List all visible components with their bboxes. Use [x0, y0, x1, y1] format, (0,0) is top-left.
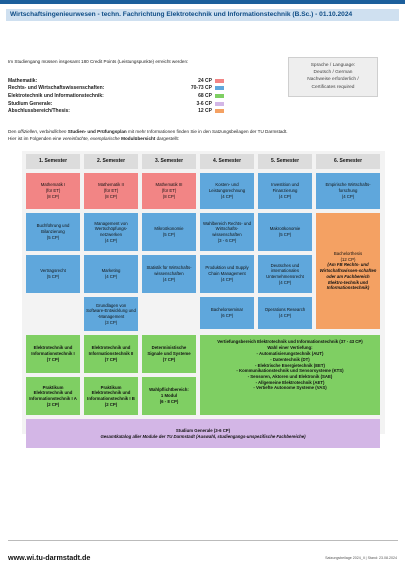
module-cp: (2 CP) — [104, 401, 118, 407]
module-cp: (8 CP) — [162, 193, 176, 199]
module-makro — [258, 213, 312, 251]
note-text: dargestellt: — [156, 136, 180, 142]
module-wahlbereich — [200, 213, 254, 251]
module-mikro — [142, 213, 196, 251]
color-swatch — [215, 94, 224, 98]
module-buchfuehrung — [26, 213, 80, 251]
credit-summary — [8, 77, 224, 115]
credit-value: 3-6 CP — [196, 100, 212, 107]
module-cp: (4 CP) — [341, 193, 355, 199]
module-produktion — [200, 255, 254, 293]
module-cp: (4 CP) — [278, 313, 292, 318]
module-operations-research — [258, 297, 312, 329]
semester-header-1: 1. Semester — [26, 154, 80, 169]
module-sub: (für ET) — [161, 188, 177, 194]
semester-header-5: 5. Semester — [258, 154, 312, 169]
module-praktikum-1a — [26, 377, 80, 415]
module-title: Investition und Finanzierung — [271, 182, 299, 194]
module-title: Produktion und Supply Chain Management — [205, 265, 249, 277]
module-title: Grundlagen von Software-Entwicklung und -Management — [86, 302, 136, 319]
module-title: Makroökonomie — [269, 226, 301, 232]
module-sub: Wahl einer Vertiefung: — [267, 344, 313, 350]
module-cp: (4 CP) — [104, 274, 118, 279]
module-investition — [258, 173, 312, 209]
language-line: Sprache / Language: — [310, 63, 356, 68]
intro-text: Im Studiengang müssen insgesamt 180 Credit Points (Leistungspunkte) erreicht werden: — [8, 59, 189, 64]
note-text: Den — [8, 129, 17, 134]
vertiefung-item: - Sensoren, Aktoren und Elektronik (SAE) — [247, 374, 333, 380]
module-title: Mathematik III — [155, 182, 183, 188]
note-text: mit mehr Informationen finden Sie in den Satzungsbeilagen der TU Darmstadt. — [128, 129, 288, 134]
module-title: Mathematik II — [98, 182, 124, 188]
module-title: Management von Wertschöpfungs-netzwerken — [94, 220, 128, 237]
module-cp: (3 - 6 CP) — [217, 237, 237, 243]
module-title: Operations Research — [264, 307, 306, 313]
module-title: Mikroökonomie — [154, 226, 184, 232]
module-math-2 — [84, 173, 138, 209]
module-title: Deterministische Signale und Systeme — [147, 345, 191, 357]
module-title: Studium Generale (3-6 CP) — [175, 427, 231, 433]
module-title: Wahlpflichtbereich: — [149, 387, 189, 393]
module-title: Statistik für Wirtschafts-wissenschaften — [146, 265, 192, 277]
module-cp: (5 CP) — [278, 232, 292, 237]
vertiefung-item: - Datentechnik (DT) — [270, 357, 310, 363]
module-math-1 — [26, 173, 80, 209]
module-title: Vertiefungsbereich Elektrotechnik und Informationstechnik (37 - 43 CP) — [217, 339, 363, 344]
module-cp: (4 CP) — [278, 193, 292, 199]
page-title: Wirtschaftsingenieurwesen - techn. Fachrichtung Elektrotechnik und Informationstechnik (B.Sc.) - 01.10.2024 — [6, 9, 399, 21]
credit-row-math — [8, 77, 224, 85]
module-vertiefungsbereich — [200, 335, 380, 415]
info-note — [8, 128, 288, 142]
module-cp: (6 CP) — [220, 313, 234, 318]
vertiefung-item: - Allgemeine Elektrotechnik (AET) — [255, 379, 325, 385]
module-title: Empirische Wirtschafts-forschung — [325, 182, 371, 194]
module-sub: (für ET) — [103, 188, 119, 194]
credit-row-generale — [8, 100, 224, 108]
credit-label: Studium Generale: — [8, 100, 53, 107]
module-empirisch — [316, 173, 380, 209]
module-cp: (4 CP) — [220, 193, 234, 199]
module-sub: (für ET) — [45, 188, 61, 194]
module-wahlpflicht — [142, 377, 196, 415]
module-cp: (4 CP) — [278, 279, 292, 285]
module-title: Kosten- und Leistungsrechnung — [208, 182, 246, 194]
credit-row-electrical — [8, 92, 224, 100]
semester-header-4: 4. Semester — [200, 154, 254, 169]
credit-value: 24 CP — [198, 77, 212, 84]
module-et-1 — [26, 335, 80, 373]
module-title: Wahlbereich Rechts- und Wirtschafts-wissenschaften — [202, 220, 252, 237]
note-text: Hier ist im Folgenden eine — [8, 136, 62, 142]
color-swatch — [215, 109, 224, 113]
module-title: Deutsches und internationales Unternehmensrecht — [266, 262, 304, 279]
module-title: Elektrotechnik und Informationstechnik I — [31, 345, 75, 357]
module-sub: 1 Modul — [160, 393, 178, 399]
color-swatch — [215, 102, 224, 106]
module-title: Bachelorseminar — [210, 307, 244, 313]
module-statistik — [142, 255, 196, 293]
credit-value: 68 CP — [198, 92, 212, 99]
module-cp: (5 CP) — [46, 234, 60, 240]
module-cp: (6 - 8 CP) — [159, 398, 179, 404]
vertiefung-item: - Automatisierungstechnik (AUT) — [256, 351, 324, 357]
module-et-2 — [84, 335, 138, 373]
module-cp: (4 CP) — [220, 276, 234, 282]
module-management — [84, 213, 138, 251]
footer-url-link[interactable]: www.wi.tu-darmstadt.de — [8, 553, 91, 562]
module-title: Marketing — [101, 268, 121, 274]
vertiefung-item: - Vertiefte Autonome Systeme (VAS) — [253, 385, 327, 391]
credit-row-business — [8, 85, 224, 93]
credit-row-thesis — [8, 107, 224, 115]
language-box — [288, 57, 378, 97]
module-title: Bachelorthesis — [333, 251, 363, 257]
module-cp: (7 CP) — [46, 356, 60, 362]
module-cp: (8 CP) — [104, 193, 118, 199]
module-cp: (4 CP) — [162, 276, 176, 282]
semester-header-3: 3. Semester — [142, 154, 196, 169]
module-kosten — [200, 173, 254, 209]
credit-label: Rechts- und Wirtschaftswissenschaften: — [8, 85, 105, 92]
module-cp: (5 CP) — [46, 274, 60, 279]
module-sub: Gesamtkatalog aller Module der TU Darmstadt (Auswahl, studiengangs-unspezifische Fachbereiche) — [100, 433, 306, 439]
semester-header-6: 6. Semester — [316, 154, 380, 169]
credit-value: 70-73 CP — [190, 85, 212, 92]
module-cp: (4 CP) — [104, 237, 118, 243]
module-signale-systeme — [142, 335, 196, 373]
note-text: Modulübersicht — [121, 136, 156, 142]
module-bachelorthesis — [316, 213, 380, 329]
semester-header-2: 2. Semester — [84, 154, 138, 169]
module-bachelorseminar — [200, 297, 254, 329]
module-math-3 — [142, 173, 196, 209]
module-cp: (12 CP) — [340, 256, 356, 262]
module-cp: (3 CP) — [104, 319, 118, 325]
module-cp: (2 CP) — [46, 401, 60, 407]
module-note: (Am FB Rechts- und Wirtschaftswissen-schaften oder am Fachbereich Elektro-technik und Informationstechnik) — [319, 262, 377, 291]
module-cp: (5 CP) — [162, 232, 176, 237]
color-swatch — [215, 86, 224, 90]
module-title: Vertragsrecht — [40, 268, 66, 274]
module-cp: (8 CP) — [46, 193, 60, 199]
credit-label: Abschlussbereich/Thesis: — [8, 108, 70, 115]
note-text: offiziellen, verbindlichen — [17, 129, 67, 134]
language-line: Certificates required — [311, 84, 355, 90]
module-title: Praktikum Elektrotechnik und Informationstechnik I A — [29, 384, 77, 401]
module-unternehmensrecht — [258, 255, 312, 293]
credit-label: Elektrotechnik und Informationstechnik: — [8, 92, 104, 99]
module-software — [84, 297, 138, 331]
credit-value: 12 CP — [198, 108, 212, 115]
module-title: Mathematik I — [40, 182, 66, 188]
vertiefung-item: - Kommunikationstechnik und Sensorsysteme (KTS) — [236, 368, 344, 374]
module-title: Praktikum Elektrotechnik und Informationstechnik I B — [87, 384, 135, 401]
module-studium-generale — [26, 419, 380, 448]
footer-meta: Satzungsbeilage 2024_II | Stand: 23.08.2024 — [325, 556, 397, 560]
module-title: Buchführung und Bilanzierung — [36, 223, 70, 235]
module-cp: (7 CP) — [162, 356, 176, 362]
color-swatch — [215, 79, 224, 83]
module-cp: (7 CP) — [104, 356, 118, 362]
language-line: Nachweise erforderlich / — [307, 77, 359, 83]
module-vertragsrecht — [26, 255, 80, 293]
module-marketing — [84, 255, 138, 293]
vertiefung-item: - Elektrische Energietechnik (EET) — [255, 362, 325, 368]
language-line: Deutsch / German — [313, 70, 353, 76]
module-praktikum-1b — [84, 377, 138, 415]
footer-divider — [8, 540, 398, 541]
note-text: vereinfachte, exemplarische — [62, 136, 120, 142]
credit-label: Mathematik: — [8, 77, 38, 84]
top-accent-bar — [0, 0, 405, 4]
module-title: Elektrotechnik und Informationstechnik II — [88, 345, 134, 357]
note-link[interactable]: Studien- und Prüfungsplan — [67, 129, 127, 134]
